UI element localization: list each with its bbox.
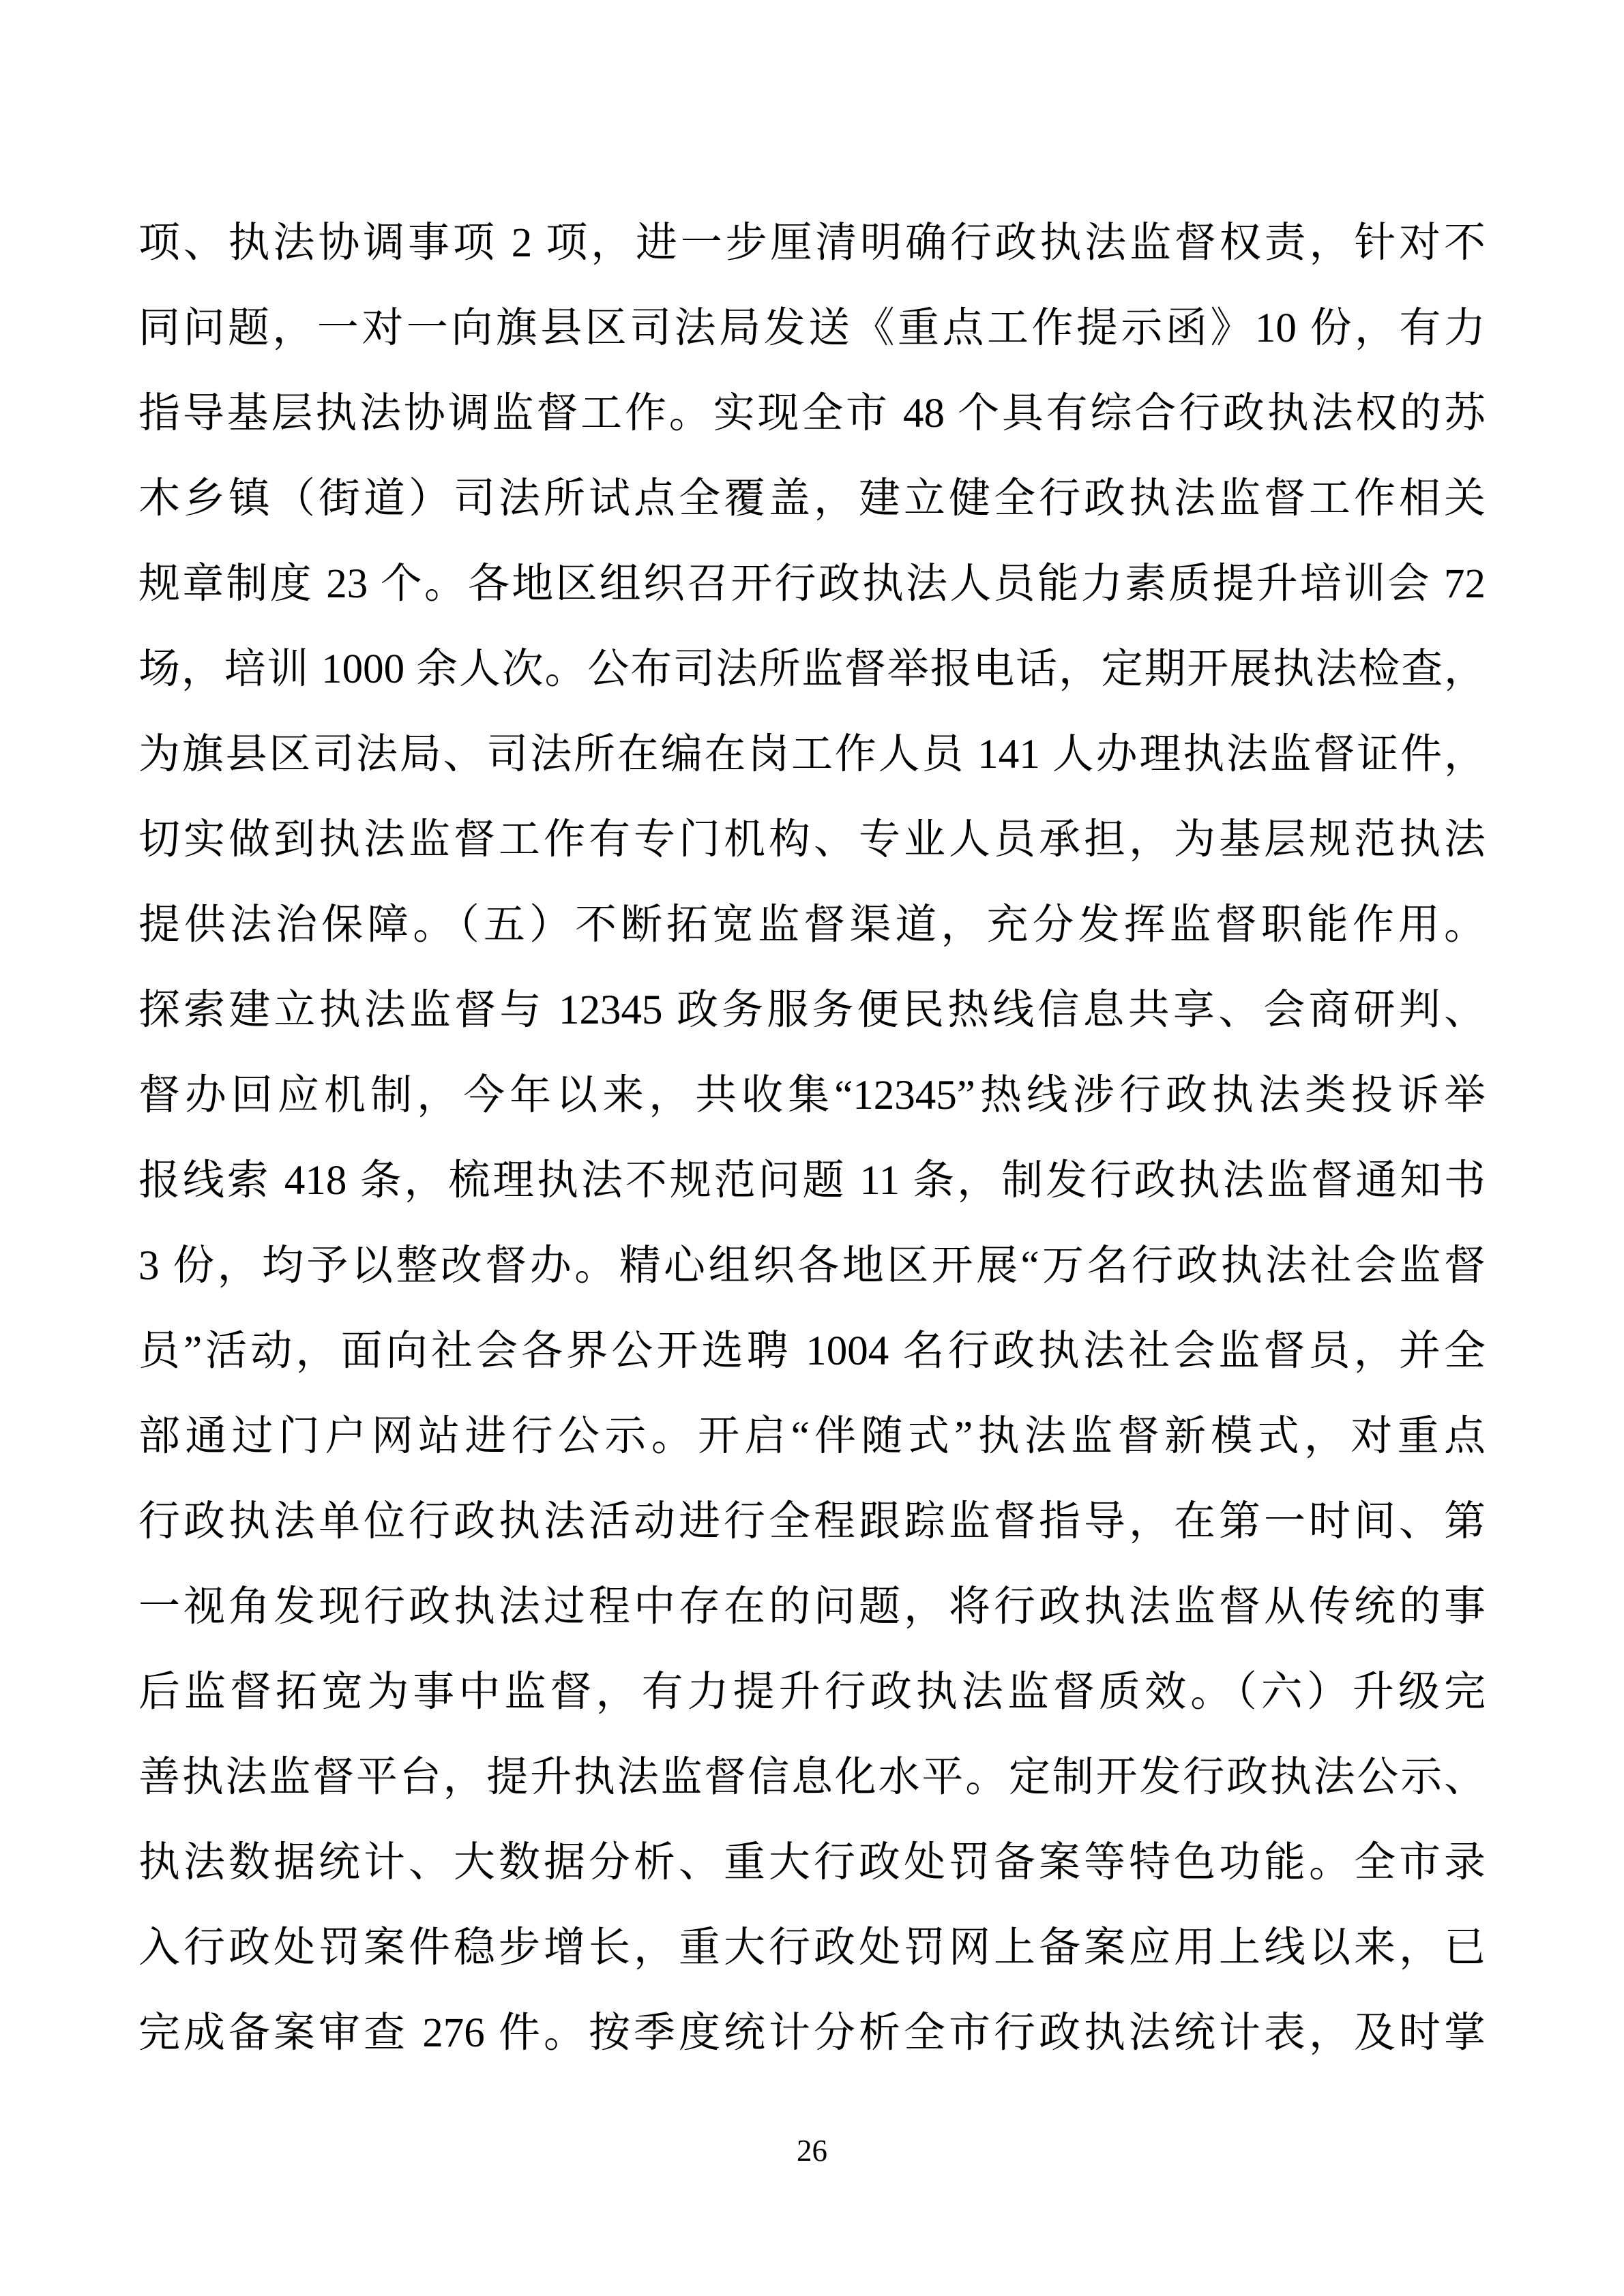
text-line: 一视角发现行政执法过程中存在的问题，将行政执法监督从传统的事 (138, 1584, 1486, 1630)
page-number: 26 (797, 2134, 827, 2168)
text-line: 报线索 418 条，梳理执法不规范问题 11 条，制发行政执法监督通知书 (138, 1158, 1486, 1204)
text-line: 场，培训 1000 余人次。公布司法所监督举报电话，定期开展执法检查， (138, 646, 1486, 692)
text-line: 指导基层执法协调监督工作。实现全市 48 个具有综合行政执法权的苏 (138, 391, 1486, 436)
text-line: 执法数据统计、大数据分析、重大行政处罚备案等特色功能。全市录 (138, 1840, 1486, 1885)
text-line: 为旗县区司法局、司法所在编在岗工作人员 141 人办理执法监督证件， (138, 732, 1486, 777)
text-line: 后监督拓宽为事中监督，有力提升行政执法监督质效。（六）升级完 (138, 1669, 1486, 1715)
text-line: 完成备案审查 276 件。按季度统计分析全市行政执法统计表，及时掌 (138, 2010, 1486, 2056)
text-line: 提供法治保障。（五）不断拓宽监督渠道，充分发挥监督职能作用。 (138, 902, 1486, 948)
text-line: 3 份，均予以整改督办。精心组织各地区开展“万名行政执法社会监督 (138, 1243, 1486, 1289)
text-line: 员”活动，面向社会各界公开选聘 1004 名行政执法社会监督员，并全 (138, 1328, 1486, 1374)
text-line: 善执法监督平台，提升执法监督信息化水平。定制开发行政执法公示、 (138, 1755, 1486, 1800)
text-line: 木乡镇（街道）司法所试点全覆盖，建立健全行政执法监督工作相关 (138, 476, 1486, 522)
text-line: 规章制度 23 个。各地区组织召开行政执法人员能力素质提升培训会 72 (138, 561, 1486, 607)
text-line: 部通过门户网站进行公示。开启“伴随式”执法监督新模式，对重点 (138, 1414, 1486, 1459)
text-line: 入行政处罚案件稳步增长，重大行政处罚网上备案应用上线以来，已 (138, 1925, 1486, 1971)
text-line: 行政执法单位行政执法活动进行全程跟踪监督指导，在第一时间、第 (138, 1499, 1486, 1545)
text-line: 同问题，一对一向旗县区司法局发送《重点工作提示函》10 份，有力 (138, 305, 1486, 351)
text-line: 项、执法协调事项 2 项，进一步厘清明确行政执法监督权责，针对不 (138, 220, 1486, 266)
text-line: 探索建立执法监督与 12345 政务服务便民热线信息共享、会商研判、 (138, 987, 1486, 1033)
text-line: 督办回应机制，今年以来，共收集“12345”热线涉行政执法类投诉举 (138, 1073, 1486, 1118)
body-text (138, 200, 1486, 2076)
text-line: 切实做到执法监督工作有专门机构、专业人员承担，为基层规范执法 (138, 817, 1486, 863)
